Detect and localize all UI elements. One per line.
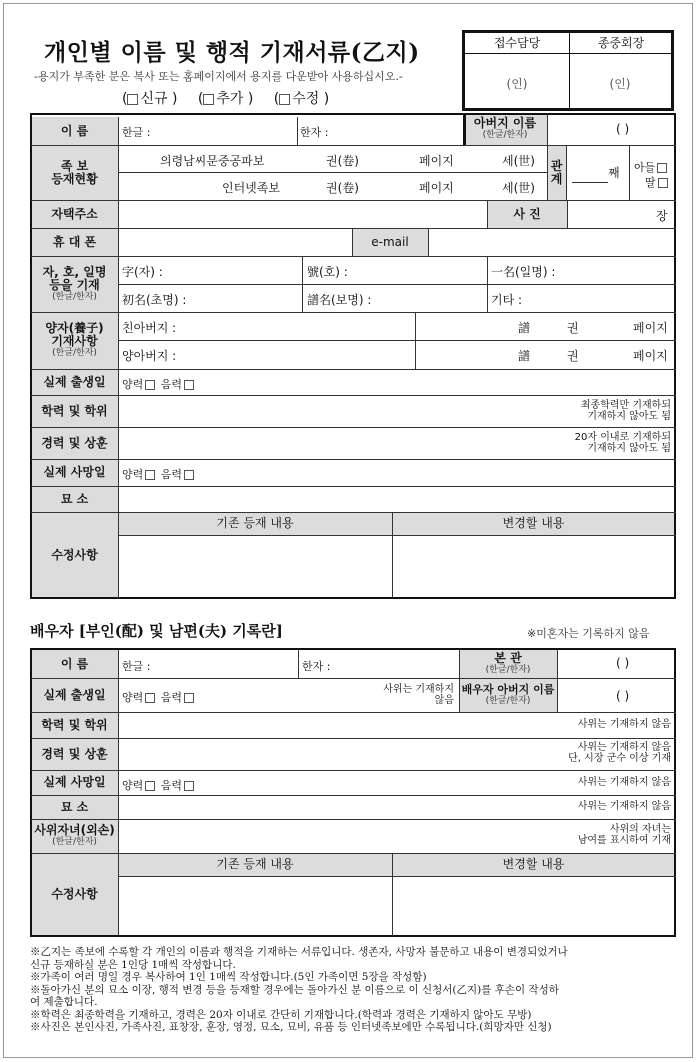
spouse-label-career: 경력 및 상훈 (31, 738, 118, 770)
label-father-name: 아버지 이름 (한글/한자) (463, 113, 547, 145)
label-education: 학력 및 학위 (31, 395, 118, 427)
header-changed: 변경할 내용 (392, 512, 675, 535)
label-death-date: 실제 사망일 (31, 459, 118, 486)
option-add[interactable]: 추가 ) (203, 91, 253, 107)
spouse-grave-note: 사위는 기재하지 않음 (577, 801, 671, 812)
page-field-1[interactable]: 페이지 (419, 154, 454, 168)
volume-label-2: 권 (567, 349, 579, 363)
volume-label-1: 권 (567, 321, 579, 335)
label-name: 이 름 (31, 117, 118, 145)
checkbox-icon[interactable] (203, 94, 214, 105)
spouse-career-note: 사위는 기재하지 않음 단, 시장 군수 이상 기재 (568, 742, 671, 764)
spouse-label-education: 학력 및 학위 (31, 712, 118, 738)
label-career: 경력 및 상훈 (31, 427, 118, 459)
spouse-hangul-field[interactable]: 한글 : (122, 660, 151, 673)
label-alias: 자, 호, 일명 등을 기재 (한글/한자) (31, 256, 118, 312)
ho-field[interactable]: 號(호) : (307, 265, 348, 279)
spouse-section-title: 배우자 [부인(配) 및 남편(夫) 기록란] (30, 622, 283, 640)
career-note: 20자 이내로 기재하되 기재하지 않아도 됨 (574, 432, 671, 454)
father-name-field[interactable]: ( ) (616, 122, 630, 136)
label-relation: 관계 (547, 145, 566, 200)
label-home-address: 자택주소 (31, 200, 118, 228)
label-phone: 휴 대 폰 (31, 228, 118, 256)
birth-father-field[interactable]: 친아버지 : (122, 321, 177, 335)
checkbox-icon[interactable] (127, 94, 138, 105)
form-subtitle: -용지가 부족한 분은 복사 또는 홈페이지에서 용지를 다운받아 사용하십시오.- (34, 70, 403, 83)
label-birth-date: 실제 출생일 (31, 369, 118, 395)
footnote-line: ※사진은 본인사진, 가족사진, 표창장, 훈장, 영정, 묘소, 묘비, 유품 등 인터넷족보에만 수록됩니다.(희망자만 신청) (30, 1021, 552, 1033)
stamp-col-receiver: 접수담당 (465, 33, 569, 54)
pu-label-2: 譜 (518, 349, 531, 363)
label-genealogy: 족 보 등재현황 (31, 145, 118, 200)
label-grave: 묘 소 (31, 486, 118, 512)
hangul-name-field[interactable]: 한글 : (122, 126, 151, 139)
spouse-label-death-date: 실제 사망일 (31, 770, 118, 795)
spouse-children-note: 사위의 자녀는 남여를 표시하여 기재 (577, 824, 671, 846)
spouse-header-changed: 변경할 내용 (392, 853, 675, 876)
spouse-birth-note: 사위는 기재하지 않음 (383, 684, 454, 706)
label-photo: 사 진 (487, 200, 567, 228)
spouse-birth-calendar-options[interactable]: 양력 음력 (122, 689, 196, 705)
option-new[interactable]: 신규 ) (127, 91, 177, 107)
spouse-label-children: 사위자녀(외손) (한글/한자) (31, 819, 118, 853)
approval-stamp-box (462, 30, 674, 111)
spouse-section-note: ※미혼자는 기록하지 않음 (527, 627, 650, 640)
form-title: 개인별 이름 및 행적 기재서류(乙지) (44, 39, 420, 66)
footnote-line: 신규 등재하실 분은 1인당 1매씩 작성합니다. (30, 958, 236, 971)
form-type-options: ( 신규 ) ( 추가 ) ( 수정 ) (122, 91, 330, 107)
footnote-line: ※돌아가신 분의 묘소 이장, 행적 변경 등을 등재할 경우에는 돌아가신 분 이름으로 이 신청서(乙지)를 후손이 작성하 (30, 983, 559, 996)
spouse-death-note: 사위는 기재하지 않음 (577, 777, 671, 788)
pu-label-1: 譜 (518, 321, 531, 335)
volume-field-2[interactable]: 권(卷) (326, 181, 359, 195)
option-edit[interactable]: 수정 ) (279, 91, 329, 107)
spouse-bongwan-field[interactable]: ( ) (616, 656, 630, 670)
birth-order-line (572, 182, 608, 183)
adopt-father-field[interactable]: 양아버지 : (122, 349, 177, 363)
spouse-label-name: 이 름 (31, 650, 118, 678)
footnote-line: ※乙지는 족보에 수록할 각 개인의 이름과 행적을 기재하는 서류입니다. 생존자, 사망자 불문하고 내용이 변경되었거나 (30, 946, 568, 958)
education-note: 최종학력만 기재하되 기재하지 않아도 됨 (580, 400, 671, 422)
option-daughter[interactable]: 딸 (645, 174, 670, 190)
hanja-name-field[interactable]: 한자 : (300, 126, 329, 139)
page-label-1: 페이지 (633, 321, 668, 335)
label-email: e-mail (352, 228, 428, 256)
bomyeong-field[interactable]: 譜名(보명) : (307, 293, 372, 307)
genealogy-book-1: 의령남씨문중공파보 (160, 154, 265, 168)
footnotes (30, 946, 678, 1034)
label-corrections: 수정사항 (31, 512, 118, 598)
spouse-label-bongwan: 본 관 (한글/한자) (459, 650, 557, 678)
checkbox-icon[interactable] (279, 94, 290, 105)
ja-field[interactable]: 字(자) : (122, 265, 163, 279)
genealogy-book-2: 인터넷족보 (222, 181, 280, 195)
page-field-2[interactable]: 페이지 (419, 181, 454, 195)
label-adoption: 양자(養子) 기재사항 (한글/한자) (31, 312, 118, 369)
spouse-label-father: 배우자 아버지 이름 (한글/한자) (459, 678, 557, 712)
volume-field-1[interactable]: 권(卷) (326, 154, 359, 168)
spouse-label-grave: 묘 소 (31, 795, 118, 819)
seal-mark-1: (인) (506, 77, 528, 91)
header-existing: 기존 등재 내용 (118, 512, 392, 535)
spouse-education-note: 사위는 기재하지 않음 (577, 719, 671, 730)
footnote-line: ※가족이 여러 명일 경우 복사하여 1인 1매씩 작성합니다.(5인 가족이면 5장을 작성함) (30, 971, 427, 983)
other-field[interactable]: 기타 : (491, 293, 523, 307)
ilmyeong-field[interactable]: 一名(일명) : (491, 265, 556, 279)
spouse-hanja-field[interactable]: 한자 : (302, 660, 331, 673)
spouse-father-field[interactable]: ( ) (616, 689, 630, 703)
chomyeong-field[interactable]: 初名(초명) : (122, 293, 187, 307)
generation-field-2[interactable]: 세(世) (502, 181, 535, 195)
spouse-label-birth-date: 실제 출생일 (31, 678, 118, 712)
page-label-2: 페이지 (633, 349, 668, 363)
generation-field-1[interactable]: 세(世) (502, 154, 535, 168)
spouse-death-calendar-options[interactable]: 양력 음력 (122, 777, 196, 793)
death-calendar-options[interactable]: 양력 음력 (122, 466, 196, 482)
stamp-col-chairman: 종중회장 (569, 33, 672, 54)
spouse-label-corrections: 수정사항 (31, 853, 118, 936)
birth-order-suffix[interactable]: 째 (608, 166, 620, 180)
birth-calendar-options[interactable]: 양력 음력 (122, 376, 196, 392)
seal-mark-2: (인) (609, 77, 631, 91)
photo-count[interactable]: 장 (656, 209, 668, 223)
footnote-line: 여 제출합니다. (30, 996, 98, 1008)
option-son[interactable]: 아들 (634, 159, 669, 175)
footnote-line: ※학력은 최종학력을 기재하고, 경력은 20자 이내로 간단히 기재합니다.(학력과 경력은 기재하지 않아도 무방) (30, 1008, 532, 1021)
spouse-header-existing: 기존 등재 내용 (118, 853, 392, 876)
